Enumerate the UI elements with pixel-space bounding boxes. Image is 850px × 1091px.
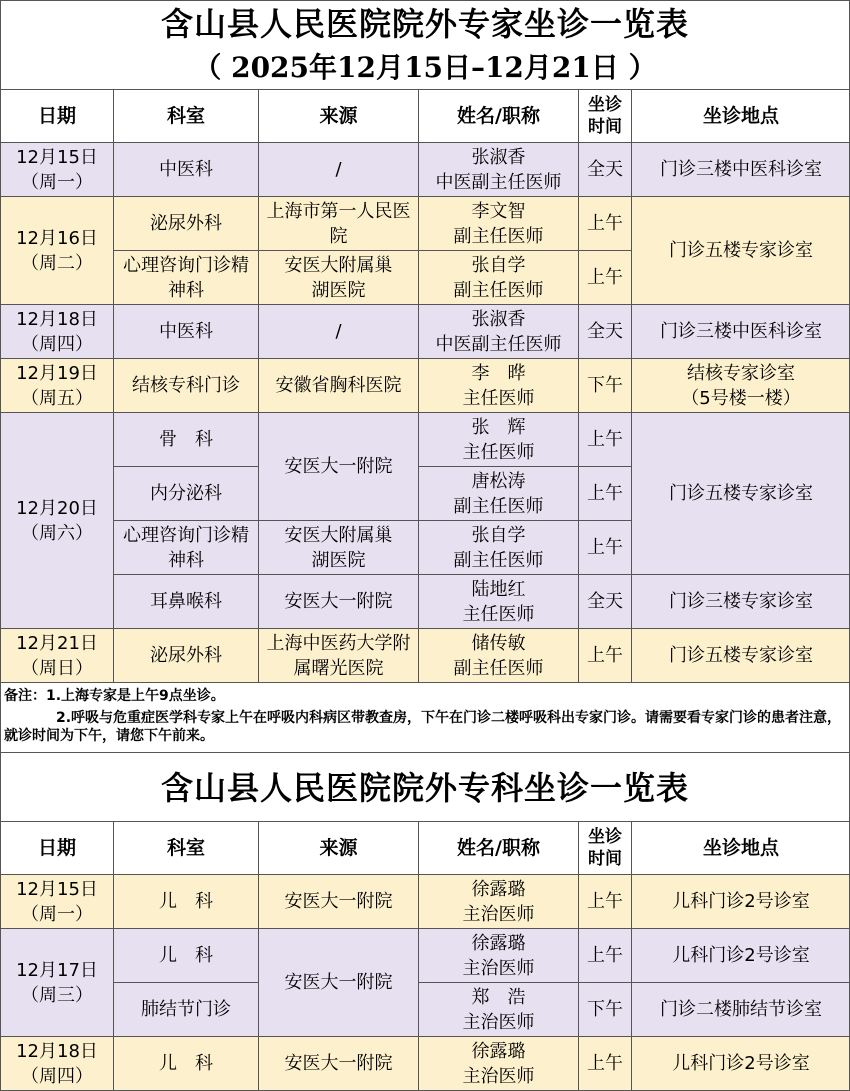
place-cell: 门诊三楼中医科诊室 — [632, 143, 850, 197]
place-cell: 门诊五楼专家诊室 — [632, 197, 850, 305]
source-cell: 上海中医药大学附属曙光医院 — [259, 629, 419, 683]
dept-cell: 泌尿外科 — [114, 629, 259, 683]
dept-cell: 心理咨询门诊精神科 — [114, 521, 259, 575]
doctor-cell: 郑 浩 主治医师 — [419, 983, 579, 1037]
table-header-row — [1, 90, 850, 143]
source-cell: 安徽省胸科医院 — [259, 359, 419, 413]
time-cell: 全天 — [579, 575, 632, 629]
header-name-title: 姓名/职称 — [419, 822, 579, 875]
date-range-subtitle: （ 2025年12月15日–12月21日 ） — [193, 51, 657, 84]
table-row — [1, 575, 850, 629]
table-row — [1, 929, 850, 983]
time-cell: 上午 — [579, 929, 632, 983]
section-divider — [0, 752, 850, 753]
header-source: 来源 — [259, 90, 419, 143]
place-cell: 门诊三楼专家诊室 — [632, 575, 850, 629]
source-cell: 安医大一附院 — [259, 1037, 419, 1091]
time-cell: 上午 — [579, 1037, 632, 1091]
time-cell: 上午 — [579, 197, 632, 251]
table-row — [1, 143, 850, 197]
table-row — [1, 359, 850, 413]
remark-line-1: 备注：1.上海专家是上午9点坐诊。 — [4, 688, 225, 704]
table-row — [1, 1037, 850, 1091]
date-cell: 12月20日 （周六） — [1, 413, 114, 629]
header-date: 日期 — [1, 822, 114, 875]
place-cell: 门诊五楼专家诊室 — [632, 629, 850, 683]
source-cell: 安医大一附院 — [259, 575, 419, 629]
table-row — [1, 875, 850, 929]
time-cell: 下午 — [579, 983, 632, 1037]
dept-cell: 耳鼻喉科 — [114, 575, 259, 629]
source-cell: / — [259, 143, 419, 197]
table-row — [1, 983, 850, 1037]
doctor-cell: 李文智 副主任医师 — [419, 197, 579, 251]
dept-cell: 儿 科 — [114, 929, 259, 983]
doctor-cell: 李 晔 主任医师 — [419, 359, 579, 413]
date-cell: 12月21日 （周日） — [1, 629, 114, 683]
source-cell: / — [259, 305, 419, 359]
header-place: 坐诊地点 — [632, 90, 850, 143]
date-cell: 12月18日 （周四） — [1, 1037, 114, 1091]
doctor-cell: 张淑香 中医副主任医师 — [419, 305, 579, 359]
table-row — [1, 305, 850, 359]
source-cell: 安医大附属巢湖医院 — [259, 521, 419, 575]
doctor-cell: 徐露璐 主治医师 — [419, 929, 579, 983]
dept-cell: 泌尿外科 — [114, 197, 259, 251]
main-title: 含山县人民医院院外专家坐诊一览表 — [160, 5, 689, 43]
table-header-row — [1, 822, 850, 875]
specialty-schedule-table — [0, 821, 850, 1091]
header-source: 来源 — [259, 822, 419, 875]
source-cell: 安医大附属巢湖医院 — [259, 251, 419, 305]
remarks-section — [0, 682, 850, 753]
page-top-border — [0, 0, 850, 1]
dept-cell: 结核专科门诊 — [114, 359, 259, 413]
dept-cell: 中医科 — [114, 305, 259, 359]
dept-cell: 心理咨询门诊精神科 — [114, 251, 259, 305]
time-cell: 全天 — [579, 143, 632, 197]
header-name-title: 姓名/职称 — [419, 90, 579, 143]
header-dept: 科室 — [114, 90, 259, 143]
doctor-cell: 张自学 副主任医师 — [419, 251, 579, 305]
header-time: 坐诊 时间 — [579, 90, 632, 143]
dept-cell: 肺结节门诊 — [114, 983, 259, 1037]
table-row — [1, 413, 850, 467]
date-cell: 12月18日 （周四） — [1, 305, 114, 359]
place-cell: 门诊三楼中医科诊室 — [632, 305, 850, 359]
dept-cell: 儿 科 — [114, 1037, 259, 1091]
header-date: 日期 — [1, 90, 114, 143]
place-cell: 门诊二楼肺结节诊室 — [632, 983, 850, 1037]
remark-line-2: 2.呼吸与危重症医学科专家上午在呼吸内科病区带教查房，下午在门诊二楼呼吸科出专家门诊。请需要看专家门诊的患者注意，就诊时间为下午，请您下午前来。 — [4, 710, 842, 744]
doctor-cell: 唐松涛 副主任医师 — [419, 467, 579, 521]
doctor-cell: 张 辉 主任医师 — [419, 413, 579, 467]
doctor-cell: 徐露璐 主治医师 — [419, 1037, 579, 1091]
date-cell: 12月15日 （周一） — [1, 143, 114, 197]
time-cell: 下午 — [579, 359, 632, 413]
source-cell: 安医大一附院 — [259, 875, 419, 929]
table-row — [1, 197, 850, 251]
place-cell: 结核专家诊室 （5号楼一楼） — [632, 359, 850, 413]
header-dept: 科室 — [114, 822, 259, 875]
doctor-cell: 陆地红 主任医师 — [419, 575, 579, 629]
date-cell: 12月15日 （周一） — [1, 875, 114, 929]
date-cell: 12月17日 （周三） — [1, 929, 114, 1037]
time-cell: 上午 — [579, 467, 632, 521]
time-cell: 全天 — [579, 305, 632, 359]
doctor-cell: 张淑香 中医副主任医师 — [419, 143, 579, 197]
header-place: 坐诊地点 — [632, 822, 850, 875]
place-cell: 儿科门诊2号诊室 — [632, 1037, 850, 1091]
expert-schedule-table — [0, 89, 850, 683]
place-cell: 儿科门诊2号诊室 — [632, 929, 850, 983]
source-cell: 安医大一附院 — [259, 929, 419, 1037]
page-left-border — [0, 0, 1, 1091]
time-cell: 上午 — [579, 875, 632, 929]
place-cell: 门诊五楼专家诊室 — [632, 413, 850, 575]
time-cell: 上午 — [579, 629, 632, 683]
dept-cell: 内分泌科 — [114, 467, 259, 521]
doctor-cell: 张自学 副主任医师 — [419, 521, 579, 575]
dept-cell: 骨 科 — [114, 413, 259, 467]
dept-cell: 中医科 — [114, 143, 259, 197]
date-cell: 12月16日 （周二） — [1, 197, 114, 305]
header-time: 坐诊 时间 — [579, 822, 632, 875]
time-cell: 上午 — [579, 521, 632, 575]
time-cell: 上午 — [579, 413, 632, 467]
dept-cell: 儿 科 — [114, 875, 259, 929]
doctor-cell: 储传敏 副主任医师 — [419, 629, 579, 683]
time-cell: 上午 — [579, 251, 632, 305]
specialty-title: 含山县人民医院院外专科坐诊一览表 — [160, 769, 689, 807]
doctor-cell: 徐露璐 主治医师 — [419, 875, 579, 929]
source-cell: 上海市第一人民医院 — [259, 197, 419, 251]
table-row — [1, 629, 850, 683]
source-cell: 安医大一附院 — [259, 413, 419, 521]
place-cell: 儿科门诊2号诊室 — [632, 875, 850, 929]
date-cell: 12月19日 （周五） — [1, 359, 114, 413]
